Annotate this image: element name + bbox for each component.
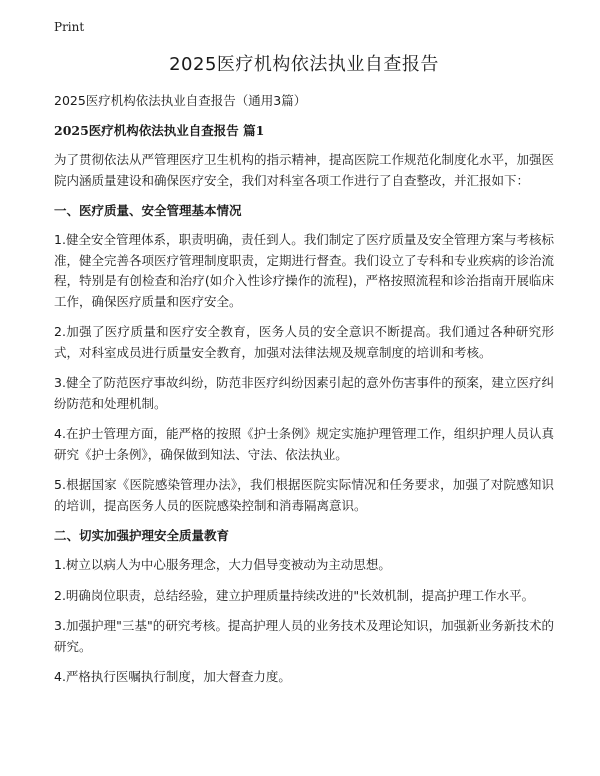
section1-item-5: 5.根据国家《医院感染管理办法》，我们根据医院实际情况和任务要求，加强了对院感知识的培训，提高医务人员的医院感染控制和消毒隔离意识。	[54, 477, 554, 513]
page-title: 2025医疗机构依法执业自查报告	[169, 54, 439, 75]
article-title: 2025医疗机构依法执业自查报告 篇1	[54, 123, 265, 138]
section2-item-3: 3.加强护理"三基"的研究考核。提高护理人员的业务技术及理论知识，加强新业务新技术的研究。	[54, 618, 554, 654]
section1-item-3: 3.健全了防范医疗事故纠纷，防范非医疗纠纷因素引起的意外伤害事件的预案，建立医疗纠纷防范和处理机制。	[54, 375, 554, 411]
document-page	[54, 48, 554, 688]
section2-item-2: 2.明确岗位职责，总结经验，建立护理质量持续改进的"长效机制，提高护理工作水平。	[54, 587, 535, 603]
section1-item-4: 4.在护士管理方面，能严格的按照《护士条例》规定实施护理管理工作，组织护理人员认真研究《护士条例》，确保做到知法、守法、依法执业。	[54, 426, 554, 462]
section-heading-1: 一、医疗质量、安全管理基本情况	[54, 203, 242, 218]
section1-item-2: 2.加强了医疗质量和医疗安全教育，医务人员的安全意识不断提高。我们通过各种研究形式，对科室成员进行质量安全教育，加强对法律法规及规章制度的培训和考核。	[54, 324, 554, 360]
section-heading-2: 二、切实加强护理安全质量教育	[54, 528, 230, 543]
print-link[interactable]: Print	[54, 20, 85, 34]
document-subtitle: 2025医疗机构依法执业自查报告（通用3篇）	[54, 93, 307, 108]
section2-item-1: 1.树立以病人为中心服务理念，大力倡导变被动为主动思想。	[54, 557, 391, 572]
intro-paragraph: 为了贯彻依法从严管理医疗卫生机构的指示精神，提高医院工作规范化制度化水平，加强医院内涵质量建设和确保医疗安全，我们对科室各项工作进行了自查整改，并汇报如下：	[54, 152, 555, 188]
section1-item-1: 1.健全安全管理体系，职责明确，责任到人。我们制定了医疗质量及安全管理方案与考核标准，健全完善各项医疗管理制度职责，定期进行督查。我们设立了专科和专业疾病的诊治流程，特别是有创检查和治疗(如介入性诊疗操作的流程)，严格按照流程和诊治指南开展临床工作，确保医疗质量和医疗安全。	[54, 232, 555, 309]
section2-item-4: 4.严格执行医嘱执行制度，加大督查力度。	[54, 669, 291, 684]
